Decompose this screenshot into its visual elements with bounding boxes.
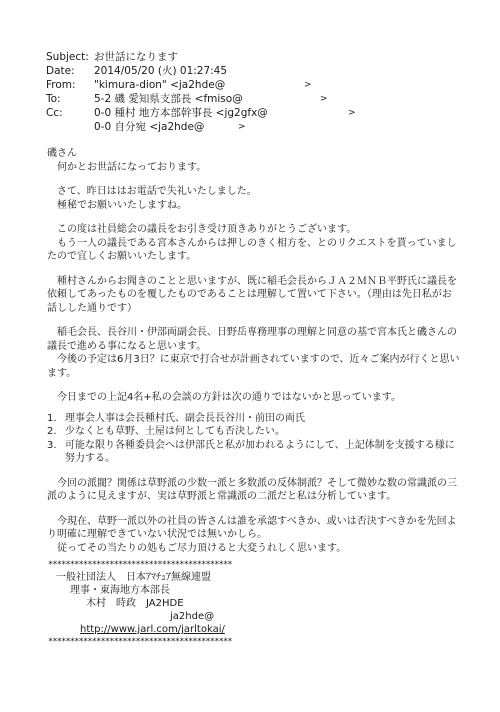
paragraph-request: 今現在、草野一派以外の社員の皆さんは誰を承認すべきか、或いは否決すべきかを先回より明確に理解できていない状況では無いかしら。 従ってその当たりの処もご尽力頂けると大変うれしく思います。 [47, 515, 457, 554]
date-row [46, 64, 466, 78]
policy-list [47, 412, 461, 466]
cc-trail: > [348, 108, 356, 118]
list-item: 1. 理事会人事は会長種村氏、副会長長谷川・前田の両氏 [47, 412, 305, 424]
paragraph-policy: 今日までの上記4名+私の会談の方針は次の通りではないかと思っています。 [47, 392, 401, 403]
paragraph-agreement: 稲毛会長、長谷川・伊部両副会長、日野岳専務理事の理解と同意の基で宮本氏と磯さんの議長で進める事になると思います。 今後の予定は6月3日？に東京で打合せが計画されていますので、近々ご案内が行くと思います。 [47, 327, 460, 379]
from-label: From: [46, 79, 76, 91]
greeting-paragraph: 磯さん 何かとお世話になっております。 [47, 148, 207, 173]
paragraph-phone-call: さて、昨日ははお電話で失礼いたしました。 極秘でお願いいたしますね。 [56, 186, 257, 211]
from-trail: > [304, 80, 312, 90]
cc-row [46, 106, 466, 120]
cc-row-2 [46, 120, 466, 134]
date-label: Date: [46, 65, 75, 77]
to-value: 5-2 磯 愛知県支部長 <fmiso@ [94, 93, 243, 105]
to-label: To: [46, 93, 61, 105]
list-item: 3. 可能な限り各種委員会へは伊部氏と私が加われるようにして、上記体制を支援する様に努力する。 [47, 439, 455, 464]
cc-label: Cc: [46, 107, 63, 119]
signature-divider-bottom: ****************************************** [48, 637, 232, 647]
signature-divider-top: ****************************************** [48, 560, 232, 570]
paragraph-background: 種村さんからお聞きのことと思いますが、既に稲毛会長からＪＡ２ＭＮＢ平野氏に議長を依頼してあったものを覆したものであることは理解して置いて下さい。（理由は先日私がお話しした通りです） [47, 275, 457, 314]
paragraph-chair: この度は社員総会の議長をお引き受け頂きありがとうございます。 もう一人の議長である宮本さんからは押しのきく相方を、とのリクエストを貰っていましたので宜しくお願いいたします。 [47, 224, 457, 262]
paragraph-factions: 今回の派閥？関係は草野派の少数一派と多数派の反体制派？そして微妙な数の常識派の三派のように見えますが、実は草野派と常識派の二派だと私は分析しています。 [47, 477, 457, 502]
subject-label: Subject: [46, 51, 89, 63]
to-row [46, 92, 466, 106]
cc-value-2: 0-0 自分宛 <ja2hde@ [94, 121, 205, 133]
from-value: "kimura-dion" <ja2hde@ [94, 79, 226, 91]
email-header [46, 50, 466, 134]
to-trail: > [320, 94, 328, 104]
signature-organization: 一般社団法人 日本ｱﾏﾁｭｱ無線連盟 [56, 572, 211, 583]
cc-trail-2: > [238, 122, 246, 132]
from-row [46, 78, 466, 92]
subject-value: お世話になります [94, 51, 178, 63]
email-body [47, 147, 461, 555]
signature-title: 理事・東海地方本部長 [70, 585, 170, 596]
signature-name: 木村 時政 JA2HDE [86, 598, 184, 609]
signature-url-link[interactable]: http://www.jarl.com/jarltokai/ [80, 624, 225, 635]
signature-email: ja2hde@ [170, 611, 215, 622]
signature-block [48, 559, 308, 648]
date-value: 2014/05/20 (火) 01:27:45 [94, 65, 228, 77]
cc-value-1: 0-0 種村 地方本部幹事長 <jg2gfx@ [94, 107, 268, 119]
subject-row [46, 50, 466, 64]
list-item: 2. 少なくとも草野、土屋は何としても否決したい。 [47, 426, 285, 437]
